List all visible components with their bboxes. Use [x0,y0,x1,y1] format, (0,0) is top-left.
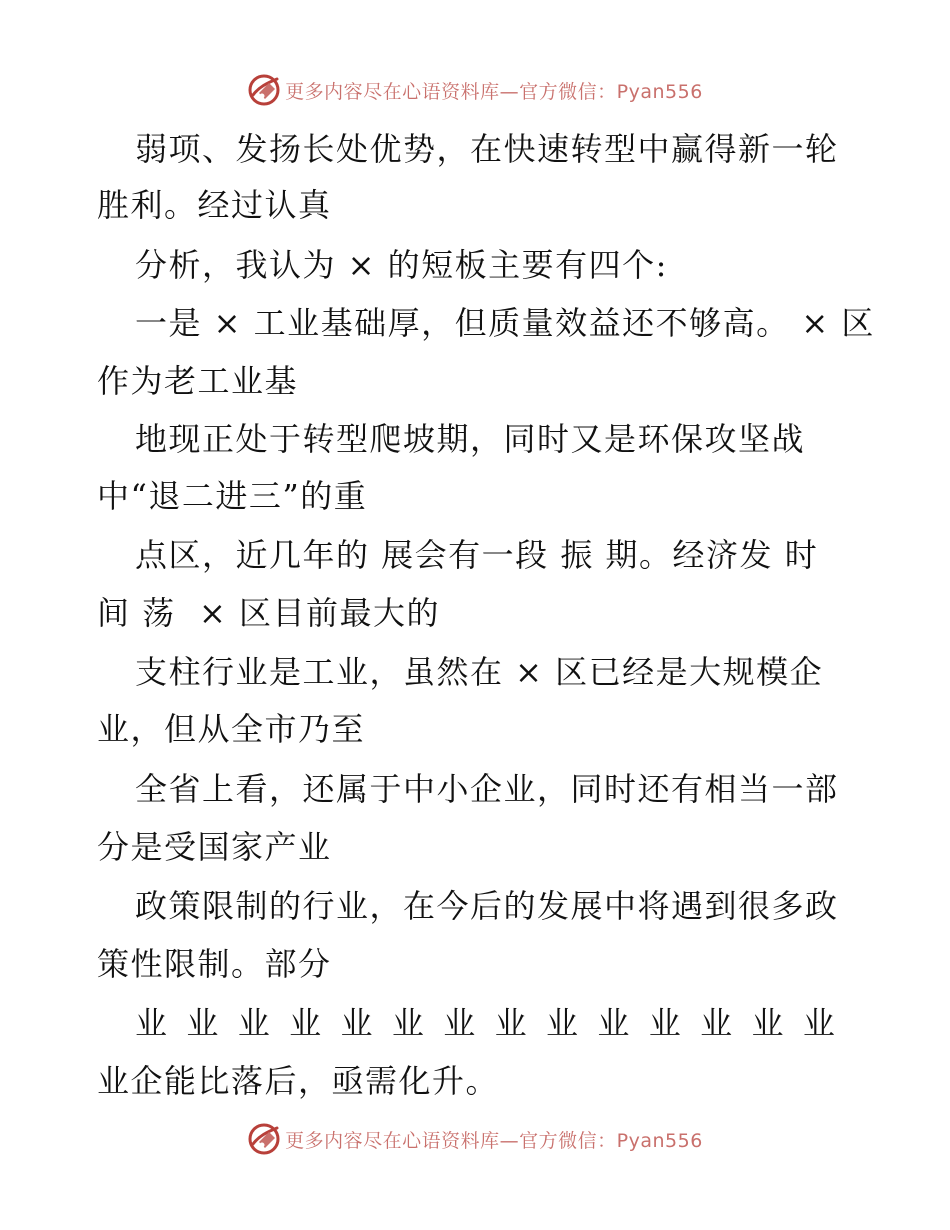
text-line: 一是 × 工业基础厚，但质量效益还不够高。 × 区 [135,304,875,342]
pen-seal-logo-icon [247,1122,281,1156]
spread-char: 业 [648,1004,681,1042]
spread-char: 业 [597,1004,630,1042]
spread-char: 业 [186,1004,219,1042]
pen-seal-logo-icon [247,73,281,107]
spread-char: 业 [391,1004,424,1042]
spread-char: 业 [494,1004,527,1042]
text-line: 地现正处于转型爬坡期，同时又是环保攻坚战 [135,420,806,458]
banner-text: 更多内容尽在心语资料库—官方微信：Pyan556 [285,1129,703,1152]
spread-char: 业 [135,1004,168,1042]
text-line: 分是受国家产业 [97,828,332,866]
text-line: 中“退二进三”的重 [97,477,368,515]
text-line: 胜利。经过认真 [97,186,332,224]
text-line: 支柱行业是工业，虽然在 × 区已经是大规模企 [135,653,824,691]
spread-char: 业 [546,1004,579,1042]
text-line: 全省上看，还属于中小企业，同时还有相当一部 [135,770,839,808]
text-line: 作为老工业基 [97,362,299,400]
banner-text: 更多内容尽在心语资料库—官方微信：Pyan556 [285,80,703,103]
text-line: 点区，近几年的 展会有一段 振 期。经济发 时 [135,536,819,574]
spread-char: 业 [802,1004,835,1042]
spread-char: 业 [443,1004,476,1042]
text-line: 分析，我认为 × 的短板主要有四个: [135,246,668,284]
text-line: 业，但从全市乃至 [97,710,366,748]
spread-char: 业 [700,1004,733,1042]
spread-char: 业 [237,1004,270,1042]
text-line: 弱项、发扬长处优势，在快速转型中赢得新一轮 [135,130,839,168]
text-line: 策性限制。部分 [97,945,332,983]
spread-char: 业 [289,1004,322,1042]
text-line: 间 荡 × 区目前最大的 [97,594,441,632]
spread-text-line [135,1003,835,1043]
spread-char: 业 [751,1004,784,1042]
footer-banner [0,1119,950,1159]
header-banner [0,70,950,110]
spread-char: 业 [340,1004,373,1042]
text-line: 政策限制的行业，在今后的发展中将遇到很多政 [135,887,839,925]
text-line: 业企能比落后，亟需化升。 [97,1062,500,1100]
